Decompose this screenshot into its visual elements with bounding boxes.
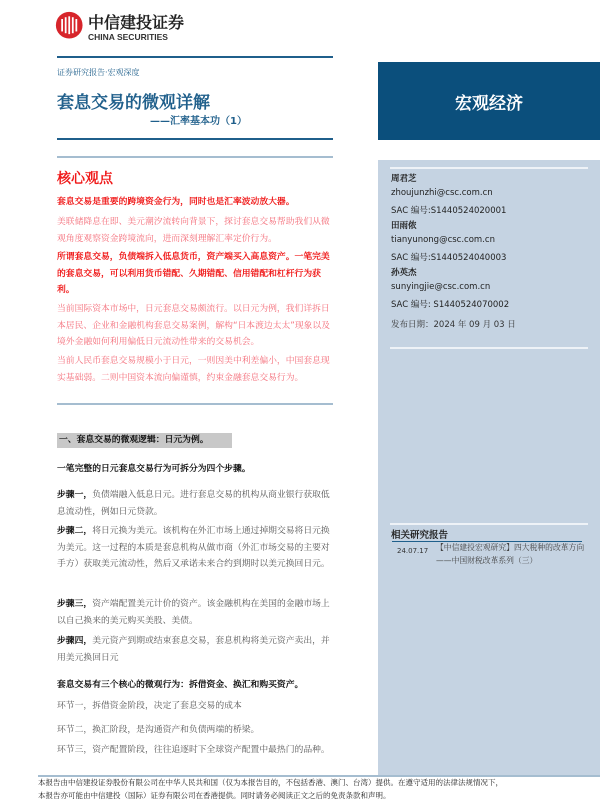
core-view-heading: 核心观点 xyxy=(57,171,113,187)
author-sac: SAC 编号:S1440524040003 xyxy=(391,253,507,263)
publish-date: 发布日期：2024 年 09 月 03 日 xyxy=(391,320,516,330)
step-paragraph: 步骤一，负债端融入低息日元。进行套息交易的机构从商业银行获取低息流动性，例如日元贷款。 xyxy=(57,490,330,517)
section-title: 一、套息交易的微观逻辑：日元为例。 xyxy=(57,433,232,448)
step-paragraph: 步骤二，将日元换为美元。该机构在外汇市场上通过掉期交易将日元换为美元。这一过程的本质是套息机构从做市商（外汇市场交易的主要对手方）获取美元流动性，然后又承诺未来合约到期时以美元换回日元。 xyxy=(57,526,330,569)
divider xyxy=(57,138,333,140)
step-paragraph: 步骤三，资产端配置美元计价的资产。该金融机构在美国的金融市场上以自己换来的美元购买美股、美债。 xyxy=(57,599,330,626)
logo-icon xyxy=(55,11,87,43)
link-item: 环节二，换汇阶段，是沟通资产和负债两端的桥梁。 xyxy=(57,725,260,735)
author-name: 田雨侬 xyxy=(391,221,417,231)
step-paragraph: 步骤四，美元资产到期或结束套息交易，套息机构将美元资产卖出，并用美元换回日元 xyxy=(57,636,330,663)
report-category: 证券研究报告·宏观深度 xyxy=(57,68,140,77)
logo-text-cn: 中信建投证券 xyxy=(88,13,185,32)
sector-box: 宏观经济 xyxy=(378,62,600,140)
report-title: 套息交易的微观详解 xyxy=(57,93,210,113)
disclaimer-line: 本报告亦可能由中信建投（国际）证券有限公司在香港提供。同时请务必阅读正文之后的免责条款和声明。 xyxy=(38,791,391,800)
core-behaviors: 套息交易有三个核心的微观行为：拆借资金、换汇和购买资产。 xyxy=(57,680,304,690)
author-name: 周君芝 xyxy=(391,174,417,184)
report-subtitle: ——汇率基本功（1） xyxy=(150,116,247,127)
core-paragraph: 当前人民币套息交易规模小于日元，一则因美中利差偏小，中国套息现实基础弱。二则中国资本流向偏谨慎，约束金融套息交易行为。 xyxy=(57,356,330,383)
related-report-link[interactable]: 【中信建投宏观研究】四大税种的改革方向——中国财税改革系列（三） xyxy=(436,543,585,565)
related-heading: 相关研究报告 xyxy=(391,530,449,541)
core-paragraph: 美联储降息在即、美元潮汐流转向背景下，探讨套息交易帮助我们从微观角度观察资金跨境流向，进而深刻理解汇率定价行为。 xyxy=(57,217,330,244)
disclaimer-line: 本报告由中信建投证券股份有限公司在中华人民共和国（仅为本报告目的，不包括香港、澳门、台湾）提供。在遵守适用的法律法规情况下， xyxy=(38,778,503,787)
divider xyxy=(57,156,333,158)
related-date: 24.07.17 xyxy=(397,547,429,555)
logo-text-en: CHINA SECURITIES xyxy=(88,32,168,42)
body-intro: 一笔完整的日元套息交易行为可拆分为四个步骤。 xyxy=(57,464,251,474)
author-sac: SAC 编号: S1440524070002 xyxy=(391,300,510,310)
core-paragraph: 当前国际资本市场中，日元套息交易颇流行。以日元为例，我们详拆日本居民、企业和金融机构套息交易案例，解构“日本渡边太太”现象以及境外金融如何利用偏低日元流动性带来的交易机会。 xyxy=(57,304,331,347)
link-item: 环节三，资产配置阶段，往往追逐时下全球资产配置中最热门的品种。 xyxy=(57,745,330,755)
core-paragraph: 所谓套息交易，负债端拆入低息货币，资产端买入高息资产。一笔完美的套息交易，可以利用货币错配、久期错配、信用错配和杠杆行为获利。 xyxy=(57,252,330,295)
divider xyxy=(57,403,333,405)
author-email[interactable]: zhoujunzhi@csc.com.cn xyxy=(391,188,493,198)
divider xyxy=(57,56,333,58)
author-email[interactable]: sunyingjie@csc.com.cn xyxy=(391,282,491,292)
author-name: 孙英杰 xyxy=(391,268,417,278)
core-paragraph: 套息交易是重要的跨境资金行为，同时也是汇率波动放大器。 xyxy=(57,197,295,207)
link-item: 环节一，拆借资金阶段，决定了套息交易的成本 xyxy=(57,701,242,711)
author-email[interactable]: tianyunong@csc.com.cn xyxy=(391,235,495,245)
author-sac: SAC 编号:S1440524020001 xyxy=(391,206,507,216)
